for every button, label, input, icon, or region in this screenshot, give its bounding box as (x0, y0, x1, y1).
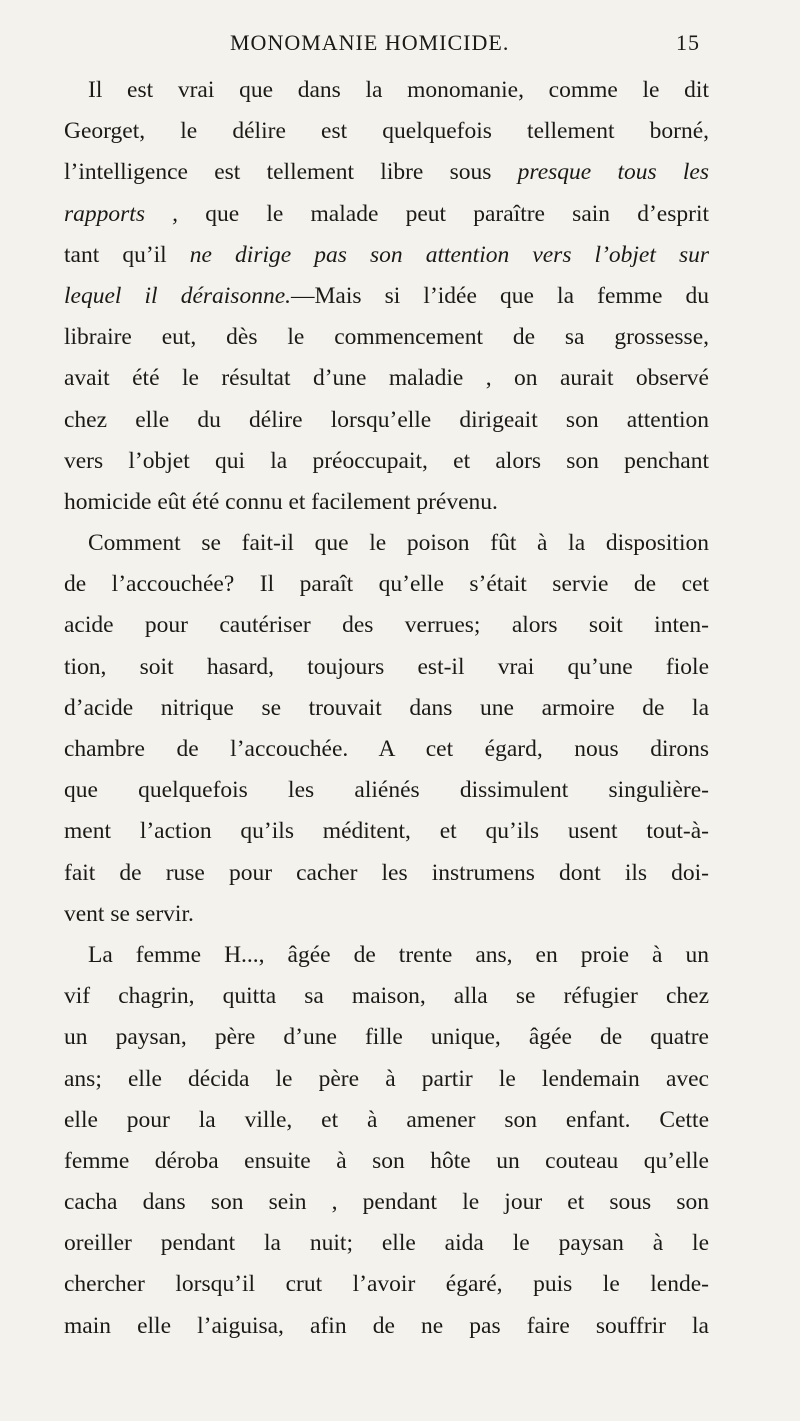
text-line (64, 523, 709, 564)
text-line (64, 358, 709, 399)
text-segment: ment l’action qu’ils méditent, et qu’ils usent tout-à- (64, 818, 709, 845)
text-segment: homicide eût été connu et facilement prévenu. (64, 488, 498, 515)
italic-text: ne dirige pas son attention vers l’objet sur (189, 241, 710, 268)
italic-text: presque tous les (517, 159, 709, 186)
text-line (64, 111, 709, 152)
text-line (64, 1100, 709, 1141)
text-line (64, 194, 709, 235)
text-segment: elle pour la ville, et à amener son enfant. Cette (64, 1106, 709, 1133)
text-segment: oreiller pendant la nuit; elle aida le paysan à le (64, 1230, 709, 1257)
text-line (64, 1182, 709, 1223)
text-line (64, 1141, 709, 1182)
text-line (64, 770, 709, 811)
text-segment: Georget, le délire est quelquefois tellement borné, (64, 118, 709, 145)
text-segment: vent se servir. (64, 900, 194, 927)
text-segment: main elle l’aiguisa, afin de ne pas faire souffrir la (64, 1312, 709, 1339)
text-line (64, 1306, 709, 1347)
text-segment: tant qu’il (64, 241, 190, 268)
text-line (64, 400, 709, 441)
text-line (64, 317, 709, 358)
text-segment: avait été le résultat d’une maladie , on aurait observé (64, 365, 709, 392)
text-line (64, 152, 709, 193)
text-line (64, 688, 709, 729)
text-line (64, 564, 709, 605)
text-segment: un paysan, père d’une fille unique, âgée de quatre (64, 1024, 709, 1051)
text-line (64, 935, 709, 976)
body-text (64, 70, 709, 1347)
text-segment: vif chagrin, quitta sa maison, alla se réfugier chez (64, 983, 709, 1010)
text-segment: La femme H..., âgée de trente ans, en proie à un (88, 941, 709, 968)
text-line (64, 441, 709, 482)
text-segment: que quelquefois les aliénés dissimulent singulière- (64, 777, 709, 804)
text-segment: chambre de l’accouchée. A cet égard, nous dirons (64, 736, 709, 762)
text-line (64, 1059, 709, 1100)
text-segment: chez elle du délire lorsqu’elle dirigeait son attention (64, 406, 709, 433)
text-segment: fait de ruse pour cacher les instrumens dont ils doi- (64, 859, 709, 886)
text-segment: que le malade peut paraître sain d’esprit (178, 200, 710, 227)
text-segment: de l’accouchée? Il paraît qu’elle s’était servie de cet (64, 571, 709, 598)
text-line (64, 894, 709, 935)
running-head (230, 30, 700, 60)
text-line (64, 853, 709, 894)
text-line (64, 276, 709, 317)
italic-text: rapports , (64, 200, 179, 227)
text-segment: l’intelligence est tellement libre sous (64, 159, 518, 186)
text-line (64, 605, 709, 646)
text-segment: libraire eut, dès le commencement de sa grossesse, (64, 324, 709, 351)
italic-text: lequel il déraisonne. (64, 282, 292, 309)
text-line (64, 1223, 709, 1264)
text-segment: d’acide nitrique se trouvait dans une armoire de la (64, 694, 709, 721)
text-line (64, 235, 709, 276)
text-segment: Comment se fait-il que le poison fût à la disposition (88, 530, 709, 557)
text-line (64, 1264, 709, 1305)
text-line (64, 1017, 709, 1058)
text-segment: chercher lorsqu’il crut l’avoir égaré, puis le lende- (64, 1271, 709, 1298)
text-segment: cacha dans son sein , pendant le jour et sous son (64, 1189, 709, 1216)
text-line (64, 647, 709, 688)
text-segment: acide pour cautériser des verrues; alors soit inten- (64, 612, 709, 639)
page-number: 15 (676, 30, 700, 55)
text-segment: —Mais si l’idée que la femme du (291, 282, 709, 309)
text-segment: Il est vrai que dans la monomanie, comme le dit (88, 77, 709, 103)
text-line (64, 729, 709, 770)
text-segment: vers l’objet qui la préoccupait, et alors son penchant (64, 447, 709, 474)
text-segment: femme déroba ensuite à son hôte un couteau qu’elle (64, 1147, 709, 1174)
text-segment: tion, soit hasard, toujours est-il vrai qu’une fiole (64, 653, 709, 680)
text-line (64, 482, 709, 523)
text-segment: ans; elle décida le père à partir le lendemain avec (64, 1065, 709, 1092)
running-title: MONOMANIE HOMICIDE. (230, 30, 510, 55)
text-line (64, 811, 709, 852)
text-line (64, 976, 709, 1017)
text-line (64, 70, 709, 111)
